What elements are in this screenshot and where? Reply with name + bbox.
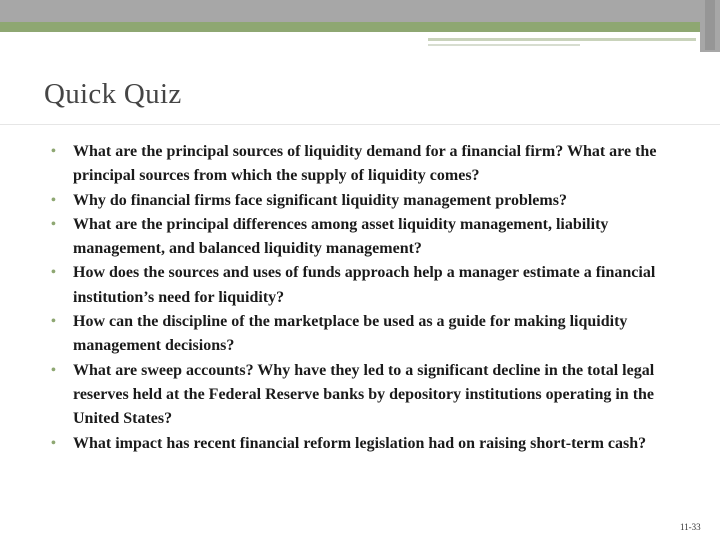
bullet-icon: • [51, 216, 56, 232]
bullet-icon: • [51, 144, 56, 159]
bullet-icon: • [51, 435, 56, 451]
accent-line-long [428, 38, 696, 41]
list-item [29, 189, 699, 213]
bullet-icon: • [51, 362, 56, 378]
header-bar [0, 0, 720, 22]
bullet-icon: • [51, 314, 56, 330]
list-item [29, 261, 699, 310]
bullet-icon: • [51, 192, 56, 208]
question-text: What impact has recent financial reform legislation had on raising short-term cash? [73, 434, 647, 452]
accent-bar [0, 22, 700, 32]
bullet-icon: • [51, 265, 56, 281]
list-item [29, 432, 699, 456]
slide-title: Quick Quiz [44, 78, 182, 110]
list-item [29, 310, 699, 359]
list-item [29, 140, 699, 189]
header-corner-inner [705, 0, 715, 50]
title-divider [0, 124, 720, 125]
question-text: Why do financial firms face significant liquidity management problems? [73, 191, 567, 209]
question-text: What are sweep accounts? Why have they led to a significant decline in the total legal reserves held at the Federal Reserve banks by depository institutions operating in the United States? [73, 361, 655, 428]
question-list [29, 140, 699, 456]
accent-line-short [428, 44, 580, 46]
page-number: 11-33 [680, 522, 701, 532]
question-text: How can the discipline of the marketplace be used as a guide for making liquidity management decisions? [73, 313, 628, 355]
question-text: What are the principal sources of liquidity demand for a financial firm? What are the principal sources from which the supply of liquidity comes? [73, 143, 657, 185]
question-text: What are the principal differences among asset liquidity management, liability management, and balanced liquidity management? [73, 215, 609, 258]
question-text: How does the sources and uses of funds approach help a manager estimate a financial institution’s need for liquidity? [73, 264, 656, 306]
list-item [29, 359, 699, 432]
list-item [29, 213, 699, 262]
